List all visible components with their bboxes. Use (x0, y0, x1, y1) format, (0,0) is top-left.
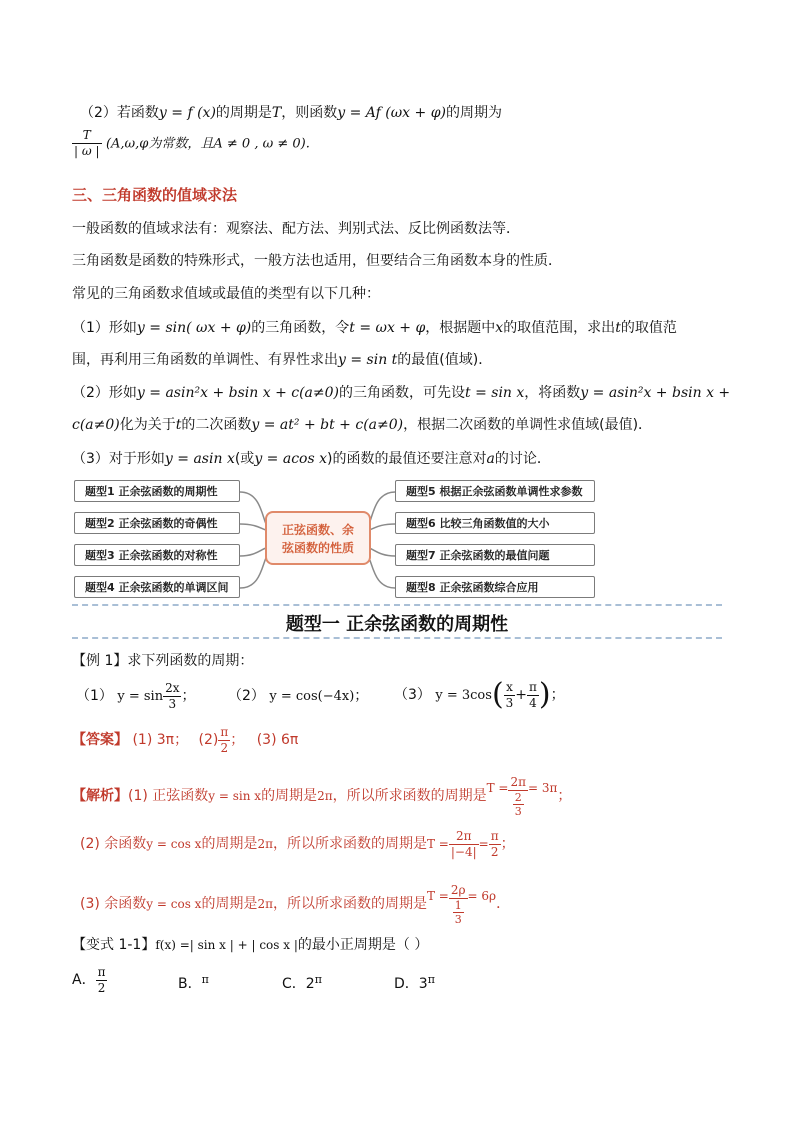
mindmap-node-right-8: 题型8 正余弦函数综合应用 (395, 576, 595, 598)
paragraph: 三角函数是函数的特殊形式，一般方法也适用，但要结合三角函数本身的性质． (72, 253, 562, 269)
intro-line-2 (72, 128, 310, 159)
q1-fraction: $\frac{2x}{3}$ (165, 680, 180, 711)
method-item-2-line-1: （2）形如y = asin²x + bsin x + c(a≠0)的三角函数，可先设t = sin x，将函数y = asin²x + bsin x + (72, 385, 731, 401)
option-b[interactable]: B．$^\pi$ (178, 973, 209, 992)
mindmap-center-line: 弦函数的性质 (281, 541, 354, 555)
method-item-1-line-2: 围，再利用三角函数的单调性、有界性求出y = sin t的最值(值域)． (72, 352, 493, 368)
solution-label: 【解析】 (72, 788, 128, 804)
intro-text: 的周期是 (215, 105, 272, 121)
option-d[interactable]: D．$3^\pi$ (394, 973, 435, 992)
example-label: 【例 1】求下列函数的周期： (72, 653, 254, 669)
question-1: （1） y = sin $\frac{2x}{3}$ ； (76, 680, 196, 711)
mindmap-center-line: 正弦函数、余 (281, 523, 354, 537)
intro-text: ，则函数 (281, 105, 338, 121)
period-fraction: $\frac{T}{| \omega |}$ (74, 128, 100, 158)
method-item-1-line-1: （1）形如y = sin( ωx + φ)的三角函数，令t = ωx + φ，根据题中x的取值范围，求出t的取值范 (72, 320, 677, 336)
method-item-3: （3）对于形如y = asin x(或y = acos x)的函数的最值还要注意对a的讨论． (72, 451, 551, 467)
answer-label: 【答案】 (72, 732, 128, 748)
formula-f: y = f (x) (158, 105, 216, 121)
option-a[interactable]: A． $\frac{\pi}{2}$ (72, 964, 106, 995)
intro-text: 的周期为 (445, 105, 502, 121)
answer-1: (1) 3π； (132, 732, 189, 748)
method-item-2-line-2: c(a≠0)化为关于t的二次函数y = at² + bt + c(a≠0)，根据二次函数的单调性求值域(最值)． (72, 417, 653, 433)
answer-2: (2) (198, 732, 219, 748)
variant-question (72, 934, 428, 954)
variant-formula: f(x) =| sin x | + | cos x | (155, 938, 298, 952)
solution-line-2: (2) 余函数y = cos x的周期是2π，所以所求函数的周期是T = $\frac{2\pi}{|-4|}$ = $\frac{\pi}{2}$ ； (80, 828, 515, 859)
mindmap-node-right-6: 题型6 比较三角函数值的大小 (395, 512, 595, 534)
topic-title: 题型一 正余弦函数的周期性 (285, 614, 509, 635)
mindmap-node-left-1: 题型1 正余弦函数的周期性 (74, 480, 240, 502)
mindmap-center (265, 511, 371, 565)
mindmap-node-right-5: 题型5 根据正余弦函数单调性求参数 (395, 480, 595, 502)
question-2: （2） y = cos(−4x)； (228, 688, 369, 704)
question-3: （3） y = 3cos( $\frac{x}{3}$ + $\frac{\pi}{4}$ )； (394, 677, 565, 712)
divider-bottom (72, 637, 722, 639)
mindmap-node-left-4: 题型4 正余弦函数的单调区间 (74, 576, 240, 598)
answer-line: 【答案】 (1) 3π； (2) $\frac{\pi}{2}$ ； (3) 6π (72, 724, 299, 755)
mindmap-node-left-2: 题型2 正余弦函数的奇偶性 (74, 512, 240, 534)
symbol-T: T (271, 105, 282, 121)
solution-line-3: (3) 余函数y = cos x的周期是2π，所以所求函数的周期是T = $\frac{2\rho}{\frac{1}{3}}$ = 6ρ． (80, 882, 511, 926)
variant-stem: 的最小正周期是（ ） (297, 937, 429, 953)
paragraph: 常见的三角函数求值域或最值的类型有以下几种： (72, 286, 380, 302)
paragraph: 一般函数的值域求法有：观察法、配方法、判别式法、反比例函数法等． (72, 221, 520, 237)
mindmap-node-right-7: 题型7 正余弦函数的最值问题 (395, 544, 595, 566)
formula-Af: y = Af (ωx + φ) (337, 105, 446, 121)
period-condition: (A,ω,φ为常数，且A ≠ 0 , ω ≠ 0). (105, 136, 310, 152)
section-heading: 三、三角函数的值域求法 (72, 186, 238, 204)
solution-line-1: 【解析】(1) 正弦函数y = sin x的周期是2π，所以所求函数的周期是T = $\frac{2\pi}{\frac{2}{3}}$ = 3π； (72, 774, 572, 818)
mindmap-node-left-3: 题型3 正余弦函数的对称性 (74, 544, 240, 566)
intro-line-1 (80, 102, 502, 122)
option-c[interactable]: C．$2^\pi$ (282, 973, 322, 992)
variant-label: 【变式 1-1】 (72, 937, 156, 953)
intro-text: （2）若函数 (80, 105, 159, 121)
answer-3: (3) 6π (256, 732, 299, 748)
divider-top (72, 604, 722, 606)
